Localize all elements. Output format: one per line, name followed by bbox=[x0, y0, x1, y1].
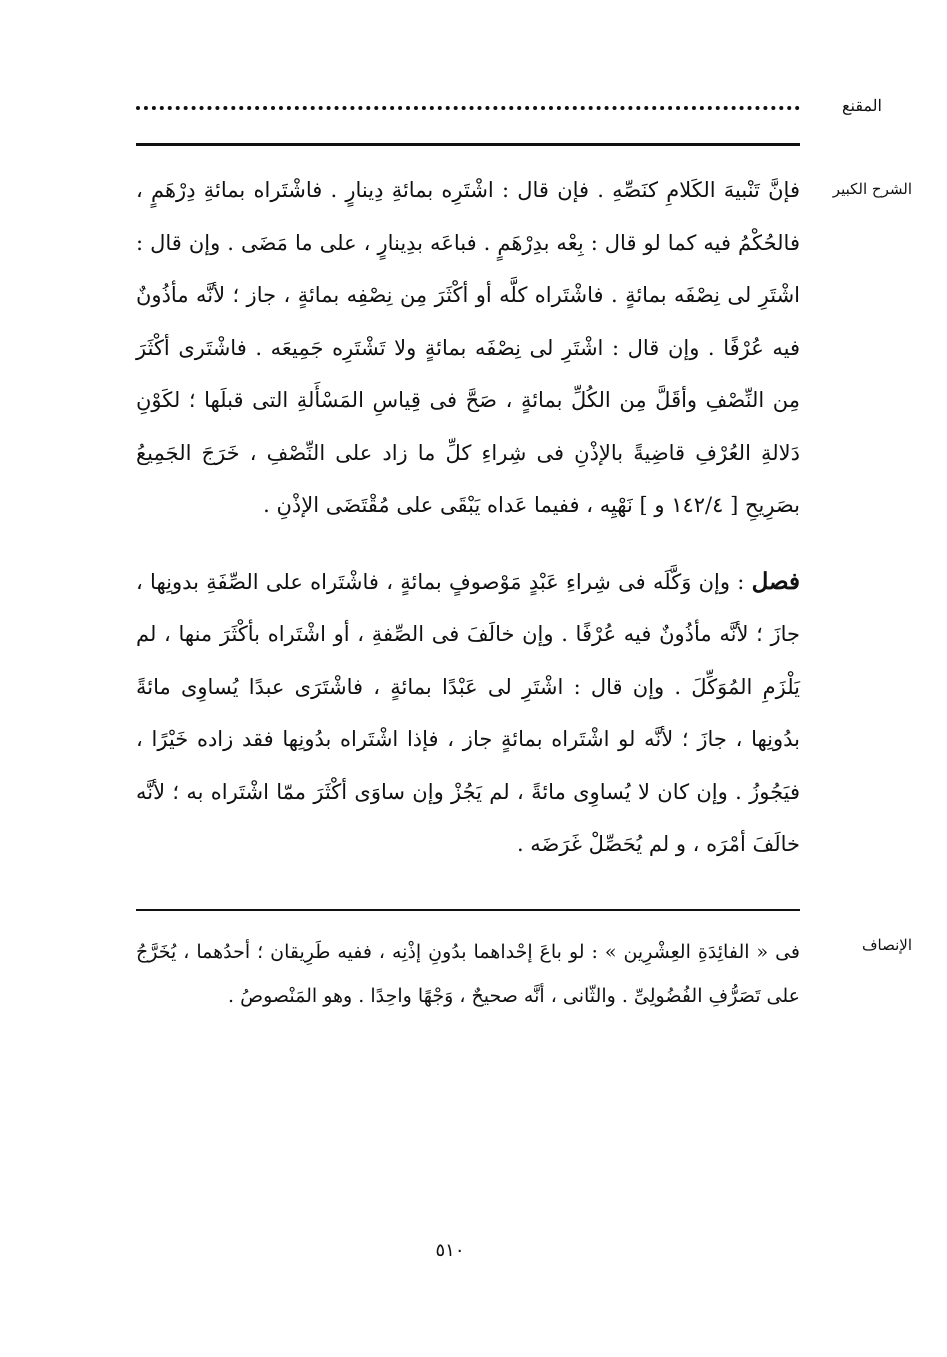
page-number: ٥١٠ bbox=[435, 1240, 465, 1261]
sharh-paragraph-1: فإنَّ تَنْبيهَ الكَلامِ كنَصِّهِ . فإن قال : اشْتَرِه بمائةِ دِينارٍ . فاشْتَراه بمائةِ دِرْهَمٍ ، فالحُكْمُ فيه كما لو قال : بِعْه بدِرْهَمٍ . فباعَه بدِينارٍ ، على ما مَضَى . وإن قال : اشْتَرِ لى نِصْفَه بمائةٍ . فاشْتَراه كلَّه أو أكْثَرَ مِن نِصْفِه بمائةٍ ، جاز ؛ لأنَّه مأذُونٌ فيه عُرْفًا . وإن قال : اشْتَرِ لى نِصْفَه بمائةٍ ولا تَشْتَرِه جَمِيعَه . فاشْتَرى أكْثَرَ مِن النِّصْفِ وأقَلَّ مِن الكُلِّ بمائةٍ ، صَحَّ فى قِياسِ المَسْأَلةِ التى قبلَها ؛ لكَوْنِ دَلالةِ العُرْفِ قاضِيةً بالإذْنِ فى شِراءِ كلِّ ما زاد على النِّصْفِ ، خَرَجَ الجَمِيعُ بصَرِيحِ [ ١٤٢/٤ و ] نَهْيِه ، ففيما عَداه يَبْقَى على مُقْتَضَى الإذْنِ . bbox=[136, 178, 800, 517]
sharh-text bbox=[136, 164, 800, 871]
header-rule bbox=[136, 143, 800, 146]
book-title: المقنع bbox=[841, 96, 882, 115]
insaf-text: فى « الفائِدَةِ العِشْرِين » : لو باعَ إحْداهما بدُونِ إذْنِه ، ففيه طَرِيقان ؛ أحدُهما ، يُخَرَّجُ على تَصَرُّفِ الفُضُولِىِّ . والثّانى ، أنَّه صحيحٌ ، وَجْهًا واحِدًا . وهو المَنْصوصُ . bbox=[136, 941, 800, 1007]
side-label-sharh: الشرح الكبير bbox=[832, 180, 912, 198]
dotted-divider bbox=[136, 106, 800, 110]
sharh-paragraph-2-body: : وإن وَكَّلَه فى شِراءِ عَبْدٍ مَوْصوفٍ بمائةٍ ، فاشْتَراه على الصِّفَةِ بدونِها ، جازَ ؛ لأنَّه مأذُونٌ فيه عُرْفًا . وإن خالَفَ فى الصِّفةِ ، أو اشْتَراه بأكْثَرَ منها ، لم يَلْزَمِ المُوَكِّلَ . وإن قال : اشْتَرِ لى عَبْدًا بمائةٍ ، فاشْتَرَى عبدًا يُساوِى مائةً بدُونِها ، جازَ ؛ لأنَّه لو اشْتَراه بمائةٍ جاز ، فإذا اشْتَراه بدُونِها فقد زاده خَيْرًا ، فيَجُوزُ . وإن كان لا يُساوِى مائةً ، لم يَجُزْ وإن ساوَى أكْثَرَ ممّا اشْتَراه به ؛ لأنَّه خالَفَ أمْرَه ، و لم يُحَصِّلْ غَرَضَه . bbox=[136, 569, 800, 856]
side-label-insaf: الإنصاف bbox=[861, 936, 912, 954]
fasl-heading: فصل bbox=[751, 567, 800, 595]
sharh-paragraph-2 bbox=[136, 556, 800, 871]
insaf-rule bbox=[136, 909, 800, 911]
